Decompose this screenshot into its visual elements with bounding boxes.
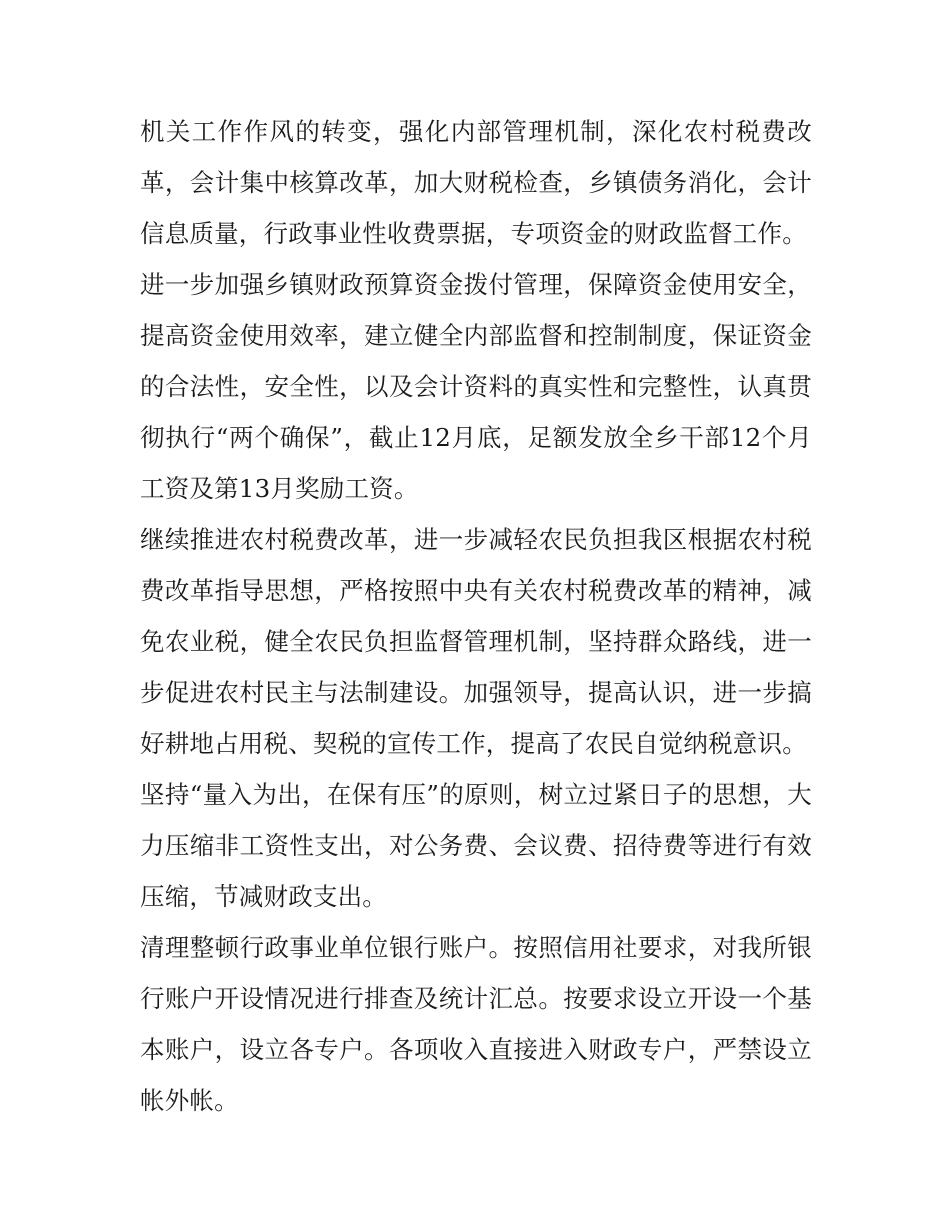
paragraph-expenditure-control: 坚持“量入为出，在保有压”的原则，树立过紧日子的思想，大力压缩非工资性支出，对公务费、会议费、招待费等进行有效压缩，节减财政支出。 [140, 780, 812, 911]
paragraph-work-style: 机关工作作风的转变，强化内部管理机制，深化农村税费改革，会计集中核算改革，加大财税检查，乡镇债务消化，会计信息质量，行政事业性收费票据，专项资金的财政监督工作。 [140, 117, 812, 248]
paragraph-rural-tax-reform: 继续推进农村税费改革，进一步减轻农民负担我区根据农村税费改革指导思想，严格按照中央有关农村税费改革的精神，减免农业税，健全农民负担监督管理机制，坚持群众路线，进一步促进农村民主与法制建设。加强领导，提高认识，进一步搞好耕地占用税、契税的宣传工作，提高了农民自觉纳税意识。 [140, 525, 812, 758]
document-body [140, 106, 812, 1126]
paragraph-bank-accounts: 清理整顿行政事业单位银行账户。按照信用社要求，对我所银行账户开设情况进行排查及统计汇总。按要求设立开设一个基本账户，设立各专户。各项收入直接进入财政专户，严禁设立帐外帐。 [140, 933, 812, 1115]
paragraph-budget-fund-management: 进一步加强乡镇财政预算资金拨付管理，保障资金使用安全，提高资金使用效率，建立健全内部监督和控制制度，保证资金的合法性，安全性，以及会计资料的真实性和完整性，认真贯彻执行“两个确保”，截止12月底，足额发放全乡干部12个月工资及第13月奖励工资。 [140, 270, 812, 503]
